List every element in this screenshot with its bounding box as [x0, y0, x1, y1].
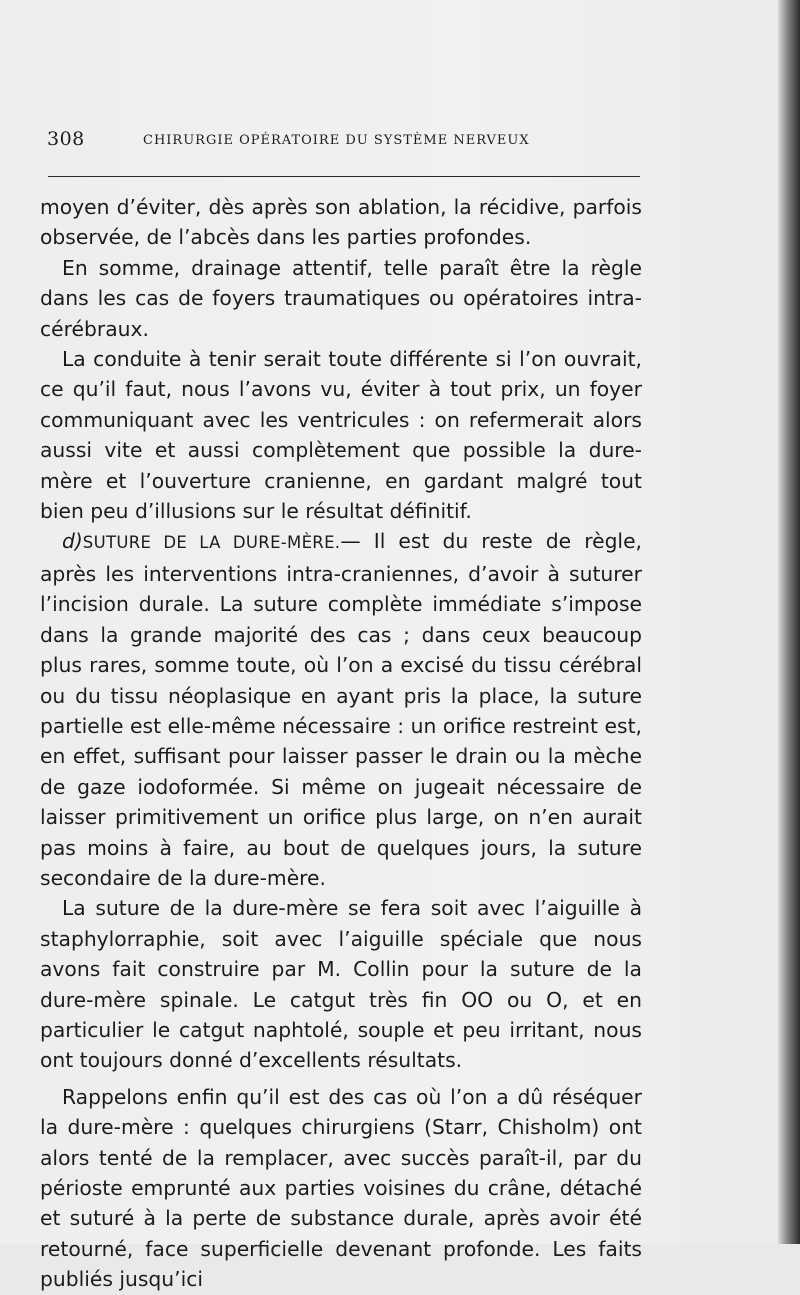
- running-title: CHIRURGIE OPÉRATOIRE DU SYSTÈME NERVEUX: [143, 133, 530, 148]
- paragraph-6: Rappelons enfin qu’il est des cas où l’on a dû réséquer la dure-mère : quelques chirurgiens (Starr, Chisholm) ont alors tenté de la remplacer, avec succès paraît-il, par du périoste emprunté aux parties voisines du crâne, détaché et suturé à la perte de substance durale, après avoir été retourné, face superficielle devenant profonde. Les faits publiés jusqu’ici: [40, 1084, 642, 1292]
- body-text: [40, 192, 642, 1295]
- paragraph-2: En somme, drainage attentif, telle paraît être la règle dans les cas de foyers traumatiques ou opératoires intra-cérébraux.: [40, 255, 642, 341]
- paragraph-4: [40, 526, 642, 893]
- paragraph-1: moyen d’éviter, dès après son ablation, la récidive, parfois observée, de l’abcès dans les parties profondes.: [40, 195, 642, 250]
- page-number: 308: [47, 128, 85, 150]
- header-rule: [48, 176, 640, 177]
- page-header: [47, 128, 642, 160]
- paragraph-5: La suture de la dure-mère se fera soit avec l’aiguille à staphylorraphie, soit avec l’aiguille spéciale que nous avons fait construire par M. Collin pour la suture de la dure-mère spinale. Le catgut très fin OO ou O, et en particulier le catgut naphtolé, souple et peu irritant, nous ont toujours donné d’excellents résultats.: [40, 896, 642, 1073]
- section-label: d): [62, 529, 83, 554]
- book-spine-shadow: [778, 0, 800, 1244]
- section-heading: SUTURE DE LA DURE-MÈRE.: [82, 533, 341, 553]
- paragraph-3: La conduite à tenir serait toute différente si l’on ouvrait, ce qu’il faut, nous l’avons vu, éviter à tout prix, un foyer communiquant avec les ventricules : on refermerait alors aussi vite et aussi complètement que possible la dure-mère et l’ouverture cranienne, en gardant malgré tout bien peu d’illusions sur le résultat définitif.: [40, 347, 642, 524]
- paragraph-4-text: — Il est du reste de règle, après les interventions intra-craniennes, d’avoir à suturer l’incision durale. La suture complète immédiate s’impose dans la grande majorité des cas ; dans ceux beaucoup plus rares, somme toute, où l’on a excisé du tissu cérébral ou du tissu néoplasique en ayant pris la place, la suture partielle est elle-même nécessaire : un orifice restreint est, en effet, suffisant pour laisser passer le drain ou la mèche de gaze iodoformée. Si même on jugeait nécessaire de laisser primitivement un orifice plus large, on n’en aurait pas moins à faire, au bout de quelques jours, la suture secondaire de la dure-mère.: [40, 529, 642, 890]
